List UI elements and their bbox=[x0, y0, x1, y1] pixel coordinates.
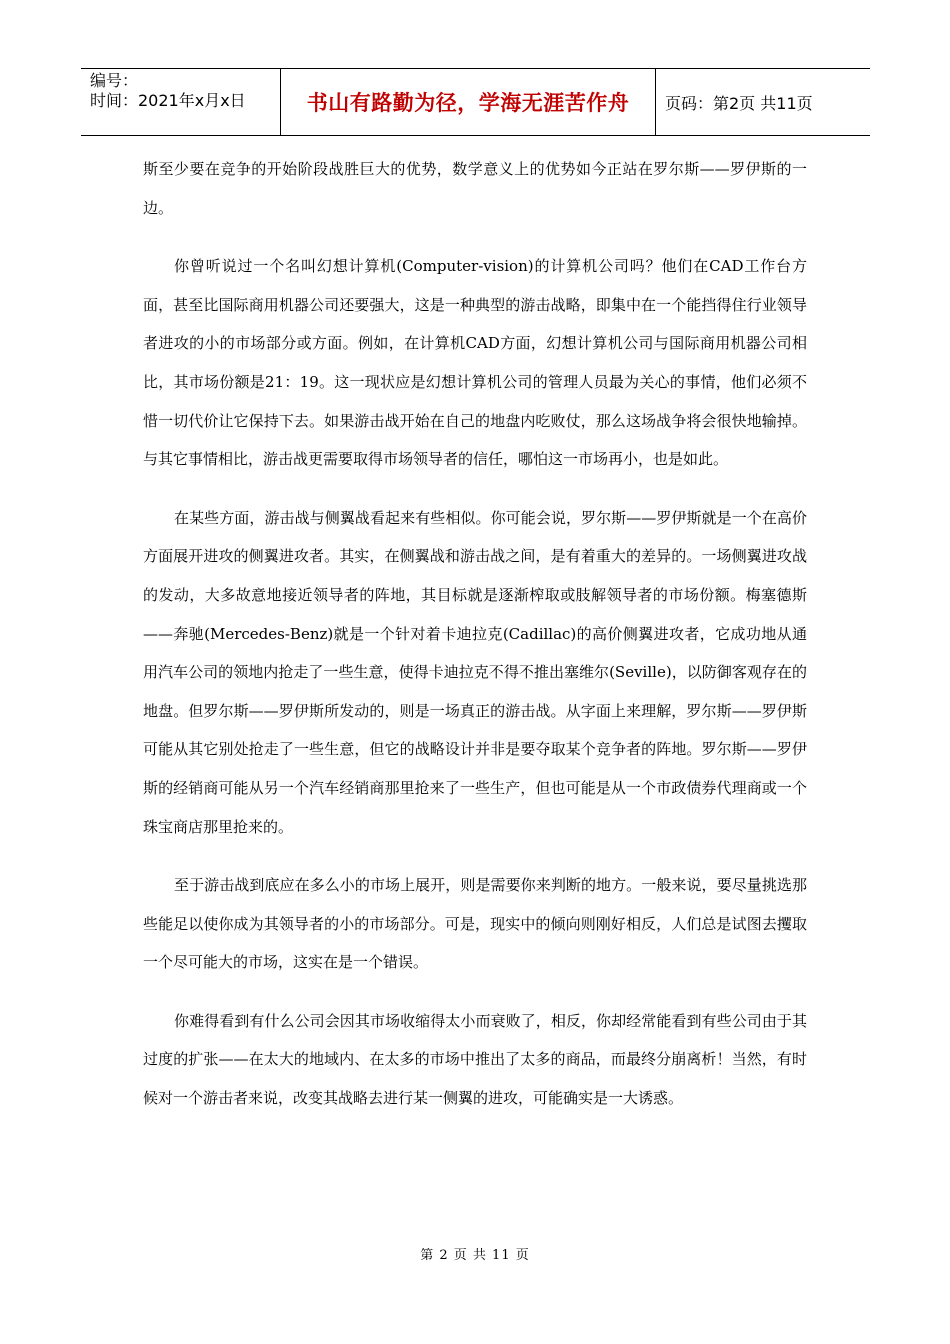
paragraph-continuation: 斯至少要在竞争的开始阶段战胜巨大的优势，数学意义上的优势如今正站在罗尔斯——罗伊斯的一边。 bbox=[143, 160, 807, 217]
header-page-info-cell bbox=[656, 69, 870, 135]
header-motto-cell bbox=[281, 69, 656, 135]
header-meta bbox=[81, 69, 281, 135]
paragraph: 你难得看到有什么公司会因其市场收缩得太小而衰败了，相反，你却经常能看到有些公司由于其过度的扩张——在太大的地域内、在太多的市场中推出了太多的商品，而最终分崩离析！当然，有时候对一个游击者来说，改变其战略去进行某一侧翼的进攻，可能确实是一大诱惑。 bbox=[143, 1011, 807, 1108]
page-header bbox=[81, 68, 870, 136]
number-label: 编号： bbox=[90, 71, 139, 90]
paragraph: 你曾听说过一个名叫幻想计算机(Computer-vision)的计算机公司吗？他们在CAD工作台方面，甚至比国际商用机器公司还要强大，这是一种典型的游击战略，即集中在一个能挡得住行业领导者进攻的小的市场部分或方面。例如，在计算机CAD方面，幻想计算机公司与国际商用机器公司相比，其市场份额是21：19。这一现状应是幻想计算机公司的管理人员最为关心的事情，他们必须不惜一切代价让它保持下去。如果游击战开始在自己的地盘内吃败仗，那么这场战争将会很快地输掉。与其它事情相比，游击战更需要取得市场领导者的信任，哪怕这一市场再小，也是如此。 bbox=[143, 257, 807, 469]
time-label: 时间：2021年x月x日 bbox=[90, 91, 246, 110]
paragraph: 在某些方面，游击战与侧翼战看起来有些相似。你可能会说，罗尔斯——罗伊斯就是一个在高价方面展开进攻的侧翼进攻者。其实，在侧翼战和游击战之间，是有着重大的差异的。一场侧翼进攻战的发动，大多故意地接近领导者的阵地，其目标就是逐渐榨取或肢解领导者的市场份额。梅塞德斯——奔驰(Mercedes-Benz)就是一个针对着卡迪拉克(Cadillac)的高价侧翼进攻者，它成功地从通用汽车公司的领地内抢走了一些生意，使得卡迪拉克不得不推出塞维尔(Seville)，以防御客观存在的地盘。但罗尔斯——罗伊斯所发动的，则是一场真正的游击战。从字面上来理解，罗尔斯——罗伊斯可能从其它别处抢走了一些生意，但它的战略设计并非是要夺取某个竞争者的阵地。罗尔斯——罗伊斯的经销商可能从另一个汽车经销商那里抢来了一些生产，但也可能是从一个市政债券代理商或一个珠宝商店那里抢来的。 bbox=[143, 508, 807, 836]
document-body bbox=[143, 150, 807, 1138]
paragraph: 至于游击战到底应在多么小的市场上展开，则是需要你来判断的地方。一般来说，要尽量挑选那些能足以使你成为其领导者的小的市场部分。可是，现实中的倾向则刚好相反，人们总是试图去攫取一个尽可能大的市场，这实在是一个错误。 bbox=[143, 876, 807, 972]
motto: 书山有路勤为径，学海无涯苦作舟 bbox=[306, 91, 630, 115]
page-info: 页码：第2页 共11页 bbox=[665, 93, 813, 113]
page-footer: 第 2 页 共 11 页 bbox=[420, 1248, 530, 1263]
